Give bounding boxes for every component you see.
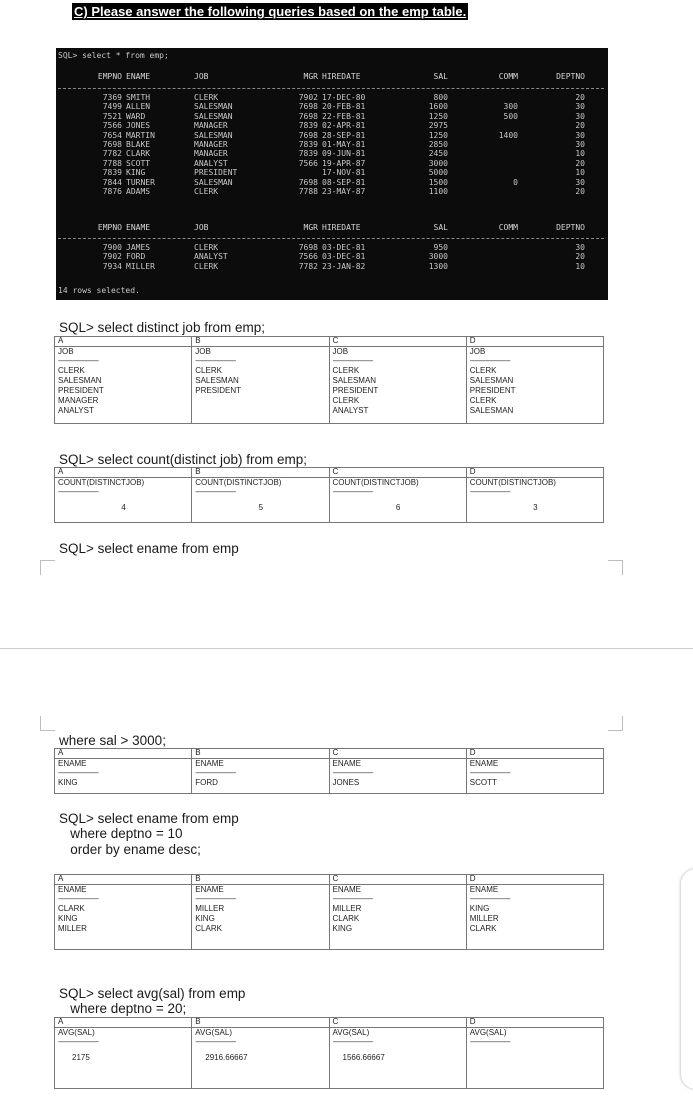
cell-deptno: 30: [575, 111, 585, 121]
option-column-header: COUNT(DISTINCTJOB): [58, 478, 145, 487]
cell-empno: 7499: [102, 102, 122, 112]
cell-mgr: 7782: [298, 261, 318, 271]
option-letter: D: [469, 748, 476, 757]
cell-empno: 7902: [102, 252, 122, 262]
cell-ename: KING: [126, 168, 146, 178]
cell-empno: 7654: [102, 130, 122, 140]
option-value: FORD: [195, 778, 218, 787]
cell-mgr: 7839: [298, 149, 318, 159]
option-a[interactable]: [55, 875, 191, 949]
cell-empno: 7566: [102, 121, 122, 131]
header-hiredate: HIREDATE: [322, 72, 361, 81]
cell-sal: 2450: [428, 149, 448, 159]
side-scroll-handle[interactable]: [680, 868, 693, 1090]
cell-mgr: 7839: [298, 121, 318, 131]
cell-sal: 1600: [428, 102, 448, 112]
option-letter: A: [58, 1017, 64, 1026]
cell-mgr: 7788: [298, 187, 318, 196]
cell-ename: SCOTT: [126, 158, 151, 168]
option-column-header: JOB: [469, 347, 486, 356]
cell-hiredate: 02-APR-81: [322, 121, 366, 131]
cell-job: ANALYST: [194, 158, 228, 168]
option-column-header: COUNT(DISTINCTJOB): [469, 478, 556, 487]
option-letter: D: [469, 467, 476, 476]
cell-ename: SMITH: [126, 93, 151, 102]
option-d[interactable]: [466, 337, 603, 423]
option-column-header: ENAME: [58, 885, 87, 894]
option-value: MANAGER: [58, 396, 99, 405]
cell-ename: MARTIN: [126, 130, 155, 140]
option-value: CLERK: [332, 366, 360, 375]
option-value: CLARK: [332, 914, 360, 923]
cell-empno: 7782: [102, 149, 122, 159]
cell-deptno: 10: [575, 149, 585, 159]
cell-ename: ADAMS: [126, 187, 151, 196]
sql-terminal-output: [56, 48, 608, 300]
option-column-header: JOB: [58, 347, 74, 356]
question-5-query-line2: where deptno = 20;: [59, 1001, 187, 1016]
option-letter: C: [332, 336, 339, 345]
option-letter: A: [58, 467, 64, 476]
option-value: MILLER: [469, 914, 499, 923]
cell-deptno: 30: [575, 177, 585, 187]
option-column-header: JOB: [195, 347, 211, 356]
cell-comm: 300: [503, 102, 518, 112]
question-1-options: [54, 336, 604, 424]
header-deptno: DEPTNO: [556, 72, 585, 81]
question-3-options: [54, 748, 604, 794]
option-column-header: AVG(SAL): [195, 1028, 232, 1037]
question-5-query-line1: SQL> select avg(sal) from emp: [59, 986, 246, 1001]
cell-deptno: 20: [575, 93, 585, 102]
cell-ename: CLARK: [126, 149, 151, 159]
cell-hiredate: 03-DEC-81: [322, 252, 366, 262]
option-column-header: JOB: [332, 347, 349, 356]
cell-sal: 2850: [428, 140, 448, 149]
option-column-header: ENAME: [332, 759, 361, 768]
option-header-underline: ------------------------------: [469, 358, 510, 365]
cell-mgr: 7566: [298, 158, 318, 168]
cell-mgr: 7698: [298, 243, 318, 252]
question-4-query-line2: where deptno = 10: [59, 826, 183, 841]
option-column-header: COUNT(DISTINCTJOB): [332, 478, 419, 487]
cell-job: MANAGER: [194, 149, 228, 159]
option-value: 2916.66667: [205, 1053, 248, 1062]
cell-ename: ALLEN: [126, 102, 151, 112]
cell-empno: 7788: [102, 158, 122, 168]
option-d[interactable]: [466, 875, 603, 949]
option-column-header: ENAME: [195, 885, 224, 894]
option-value: KING: [332, 924, 353, 933]
options-header-divider: [55, 346, 603, 347]
cell-job: PRESIDENT: [194, 168, 238, 178]
question-3-query-line1: SQL> select ename from emp: [59, 541, 239, 556]
cell-comm: 0: [513, 177, 518, 187]
option-value: JONES: [332, 778, 360, 787]
cell-hiredate: 01-MAY-81: [322, 140, 366, 149]
option-value: 3: [533, 503, 538, 512]
option-header-underline: ------------------------------: [332, 358, 373, 365]
option-value: CLARK: [469, 924, 497, 933]
option-header-underline: ------------------------------: [58, 770, 98, 777]
option-letter: C: [332, 874, 339, 883]
question-2-query: SQL> select count(distinct job) from emp;: [59, 452, 307, 467]
option-header-underline: ------------------------------: [469, 1039, 510, 1046]
cell-deptno: 10: [575, 168, 585, 178]
option-value: PRESIDENT: [58, 386, 104, 395]
header-hiredate: HIREDATE: [322, 223, 361, 232]
option-column-header: ENAME: [58, 759, 87, 768]
option-header-underline: ------------------------------: [58, 896, 98, 903]
cell-job: SALESMAN: [194, 111, 233, 121]
option-a[interactable]: [55, 1018, 191, 1088]
cell-job: CLERK: [194, 243, 219, 252]
cell-empno: 7369: [102, 93, 122, 102]
option-value: 4: [121, 503, 126, 512]
option-letter: B: [195, 874, 201, 883]
option-value: MILLER: [332, 904, 362, 913]
cell-job: SALESMAN: [194, 102, 233, 112]
header-ename: ENAME: [126, 72, 151, 81]
page-corner-mark: [608, 716, 623, 731]
terminal-row: [56, 169, 608, 178]
cell-sal: 1250: [428, 130, 448, 140]
cell-job: SALESMAN: [194, 177, 233, 187]
option-b[interactable]: [191, 1018, 328, 1088]
cell-comm: 1400: [498, 130, 518, 140]
terminal-footer: 14 rows selected.: [58, 286, 140, 295]
cell-hiredate: 09-JUN-81: [322, 149, 366, 159]
cell-hiredate: 19-APR-87: [322, 158, 366, 168]
options-header-divider: [55, 758, 603, 759]
option-letter: D: [469, 874, 476, 883]
option-letter: A: [58, 874, 64, 883]
terminal-prompt: SQL> select * from emp;: [58, 51, 169, 60]
option-value: PRESIDENT: [469, 386, 516, 395]
cell-hiredate: 08-SEP-81: [322, 177, 366, 187]
cell-deptno: 20: [575, 121, 585, 131]
terminal-row: [56, 122, 608, 131]
option-value: SALESMAN: [195, 376, 239, 385]
option-value: ANALYST: [332, 406, 369, 415]
header-job: JOB: [194, 72, 209, 81]
cell-deptno: 20: [575, 158, 585, 168]
option-header-underline: ------------------------------: [195, 358, 236, 365]
question-4-query-line3: order by ename desc;: [59, 842, 201, 857]
option-header-underline: ------------------------------: [58, 358, 98, 365]
option-value: CLERK: [332, 396, 360, 405]
option-letter: B: [195, 1017, 201, 1026]
option-letter: C: [332, 1017, 339, 1026]
cell-deptno: 20: [575, 187, 585, 196]
header-job: JOB: [194, 223, 209, 232]
question-2-options: [54, 467, 604, 523]
option-c[interactable]: [329, 875, 466, 949]
option-column-header: ENAME: [195, 759, 224, 768]
option-column-header: ENAME: [469, 759, 499, 768]
option-value: KING: [469, 904, 490, 913]
cell-empno: 7521: [102, 111, 122, 121]
option-header-underline: ------------------------------: [469, 896, 510, 903]
option-value: KING: [195, 914, 215, 923]
option-header-underline: ------------------------------: [332, 489, 373, 496]
header-empno: EMPNO: [97, 72, 122, 81]
cell-empno: 7839: [102, 168, 122, 178]
option-header-underline: ------------------------------: [195, 489, 236, 496]
cell-job: MANAGER: [194, 140, 228, 149]
option-column-header: ENAME: [469, 885, 499, 894]
cell-empno: 7934: [102, 261, 122, 271]
options-header-divider: [55, 884, 603, 885]
option-value: SALESMAN: [469, 406, 514, 415]
option-header-underline: ------------------------------: [469, 770, 510, 777]
option-value: MILLER: [58, 924, 87, 933]
cell-sal: 1500: [428, 177, 448, 187]
cell-ename: BLAKE: [126, 140, 151, 149]
option-value: PRESIDENT: [332, 386, 379, 395]
cell-hiredate: 28-SEP-81: [322, 130, 366, 140]
question-3-query-line2: where sal > 3000;: [59, 733, 166, 748]
option-letter: C: [332, 467, 339, 476]
option-value: KING: [58, 778, 78, 787]
header-mgr: MGR: [303, 223, 318, 232]
option-value: MILLER: [195, 904, 225, 913]
option-letter: D: [469, 1017, 476, 1026]
terminal-header-row: [56, 73, 608, 82]
header-comm: COMM: [498, 223, 518, 232]
option-letter: B: [195, 467, 201, 476]
cell-deptno: 30: [575, 243, 585, 252]
option-c[interactable]: [329, 1018, 466, 1088]
option-letter: B: [195, 748, 201, 757]
cell-mgr: 7698: [298, 130, 318, 140]
cell-deptno: 30: [575, 130, 585, 140]
option-d[interactable]: [466, 749, 603, 793]
question-4-query-line1: SQL> select ename from emp: [59, 811, 239, 826]
cell-sal: 1100: [428, 187, 448, 196]
cell-deptno: 20: [575, 252, 585, 262]
page-corner-mark: [40, 716, 55, 731]
cell-hiredate: 23-MAY-87: [322, 187, 366, 196]
option-b[interactable]: [191, 337, 328, 423]
option-value: SALESMAN: [469, 376, 514, 385]
option-header-underline: ------------------------------: [195, 896, 236, 903]
cell-job: CLERK: [194, 187, 219, 196]
options-header-divider: [55, 1027, 603, 1028]
cell-hiredate: 23-JAN-82: [322, 261, 366, 271]
option-value: CLERK: [469, 366, 497, 375]
option-value: ANALYST: [58, 406, 94, 415]
cell-deptno: 30: [575, 102, 585, 112]
header-ename: ENAME: [126, 223, 151, 232]
option-b[interactable]: [191, 749, 328, 793]
header-mgr: MGR: [303, 72, 318, 81]
option-letter: D: [469, 336, 476, 345]
page-heading: C) Please answer the following queries based on the emp table.: [74, 4, 467, 19]
cell-hiredate: 20-FEB-81: [322, 102, 366, 112]
header-empno: EMPNO: [97, 223, 122, 232]
cell-mgr: 7566: [298, 252, 318, 262]
options-header-divider: [55, 477, 603, 478]
option-header-underline: ------------------------------: [195, 770, 236, 777]
option-value: 5: [258, 503, 264, 512]
option-value: SALESMAN: [332, 376, 377, 385]
cell-mgr: 7698: [298, 177, 318, 187]
cell-deptno: 10: [575, 261, 585, 271]
option-column-header: AVG(SAL): [332, 1028, 370, 1037]
option-a[interactable]: [55, 337, 191, 423]
option-c[interactable]: [329, 337, 466, 423]
option-header-underline: ------------------------------: [58, 1039, 98, 1046]
cell-sal: 5000: [428, 168, 448, 178]
option-column-header: AVG(SAL): [58, 1028, 95, 1037]
cell-ename: MILLER: [126, 261, 155, 271]
option-column-header: AVG(SAL): [469, 1028, 507, 1037]
option-column-header: COUNT(DISTINCTJOB): [195, 478, 282, 487]
option-value: SCOTT: [469, 778, 497, 787]
cell-mgr: 7698: [298, 102, 318, 112]
option-b[interactable]: [191, 875, 328, 949]
option-value: CLERK: [469, 396, 497, 405]
option-letter: C: [332, 748, 339, 757]
cell-job: CLERK: [194, 93, 219, 102]
option-a[interactable]: [55, 749, 191, 793]
option-value: 6: [395, 503, 401, 512]
question-1-query: SQL> select distinct job from emp;: [59, 320, 265, 335]
cell-empno: 7844: [102, 177, 122, 187]
option-header-underline: ------------------------------: [332, 1039, 373, 1046]
option-value: CLERK: [58, 366, 85, 375]
option-value: 1566.66667: [342, 1053, 385, 1062]
cell-ename: FORD: [126, 252, 146, 262]
page-corner-mark: [608, 560, 623, 575]
header-comm: COMM: [498, 72, 518, 81]
cell-sal: 1250: [428, 111, 448, 121]
option-value: KING: [58, 914, 78, 923]
cell-ename: JAMES: [126, 243, 151, 252]
page-break-divider: [0, 648, 693, 649]
terminal-row: [56, 188, 608, 197]
question-5-options: [54, 1017, 604, 1089]
cell-hiredate: 03-DEC-81: [322, 243, 366, 252]
option-header-underline: ------------------------------: [58, 489, 98, 496]
cell-empno: 7876: [102, 187, 122, 196]
cell-mgr: 7698: [298, 111, 318, 121]
option-header-underline: ------------------------------: [469, 489, 510, 496]
header-deptno: DEPTNO: [556, 223, 585, 232]
cell-deptno: 30: [575, 140, 585, 149]
terminal-header-row-repeat: [56, 224, 608, 233]
cell-hiredate: 17-DEC-80: [322, 93, 366, 102]
cell-sal: 3000: [428, 252, 448, 262]
option-value: CLARK: [58, 904, 85, 913]
cell-sal: 800: [433, 93, 448, 102]
option-d[interactable]: [466, 1018, 603, 1088]
cell-mgr: 7839: [298, 140, 318, 149]
option-c[interactable]: [329, 749, 466, 793]
option-column-header: ENAME: [332, 885, 361, 894]
cell-comm: 500: [503, 111, 518, 121]
cell-hiredate: 17-NOV-81: [322, 168, 366, 178]
cell-empno: 7698: [102, 140, 122, 149]
option-value: CLERK: [195, 366, 222, 375]
terminal-divider: [58, 238, 604, 239]
option-letter: A: [58, 336, 64, 345]
cell-job: SALESMAN: [194, 130, 233, 140]
option-value: 2175: [72, 1053, 90, 1062]
option-value: CLARK: [195, 924, 222, 933]
option-header-underline: ------------------------------: [332, 770, 373, 777]
terminal-row: [56, 263, 608, 272]
cell-job: ANALYST: [194, 252, 228, 262]
cell-sal: 2975: [428, 121, 448, 131]
cell-empno: 7900: [102, 243, 122, 252]
cell-job: MANAGER: [194, 121, 228, 131]
cell-job: CLERK: [194, 261, 219, 271]
page-corner-mark: [40, 560, 55, 575]
option-header-underline: ------------------------------: [332, 896, 373, 903]
cell-sal: 950: [433, 243, 448, 252]
header-sal: SAL: [433, 72, 448, 81]
cell-sal: 3000: [428, 158, 448, 168]
terminal-divider: [58, 88, 604, 89]
question-4-options: [54, 874, 604, 950]
cell-mgr: 7902: [298, 93, 318, 102]
cell-ename: TURNER: [126, 177, 155, 187]
header-sal: SAL: [433, 223, 448, 232]
cell-ename: JONES: [126, 121, 151, 131]
option-letter: B: [195, 336, 201, 345]
cell-hiredate: 22-FEB-81: [322, 111, 366, 121]
option-letter: A: [58, 748, 64, 757]
option-header-underline: ------------------------------: [195, 1039, 236, 1046]
cell-ename: WARD: [126, 111, 146, 121]
option-value: SALESMAN: [58, 376, 102, 385]
cell-sal: 1300: [428, 261, 448, 271]
option-value: PRESIDENT: [195, 386, 242, 395]
